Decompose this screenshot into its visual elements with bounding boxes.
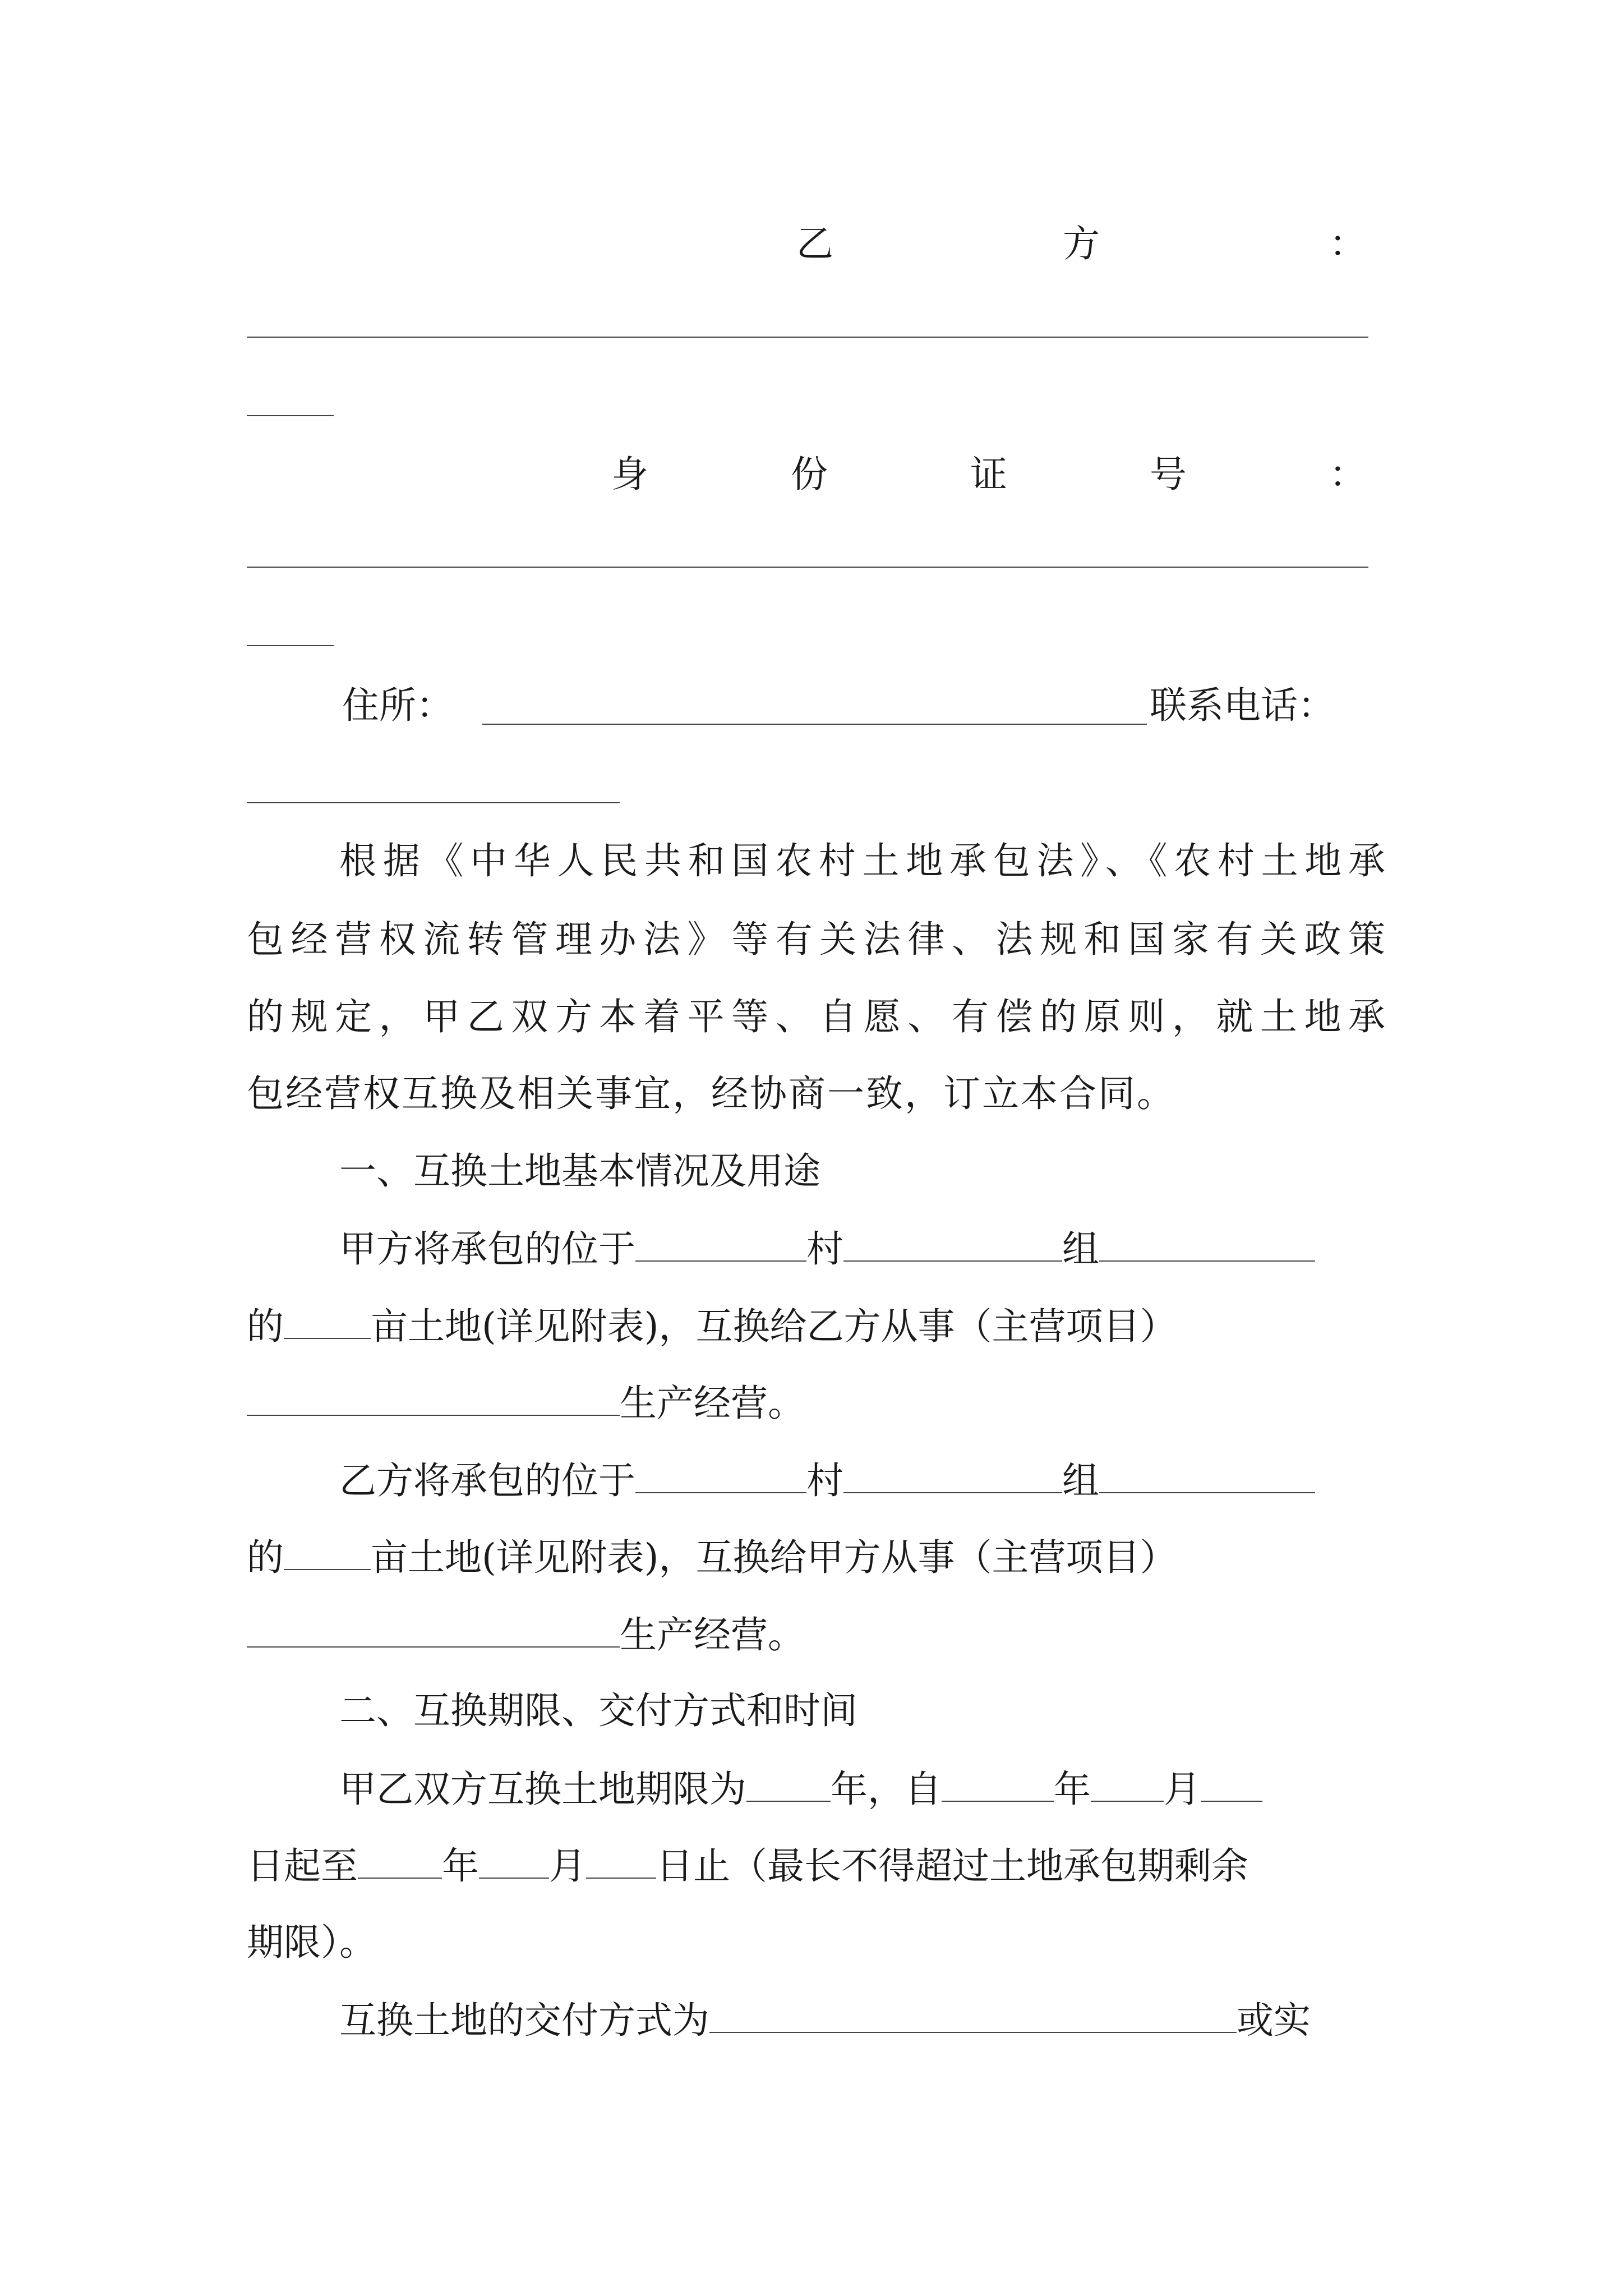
partyA-land-line2 [247, 1303, 1177, 1348]
id-label-char: 份 [791, 453, 828, 496]
day-to: 日止（最长不得超过土地承包期剩余 [656, 1844, 1248, 1888]
partyB-name-blank-cont[interactable] [247, 415, 334, 416]
partyB-address-label: 住所： [342, 684, 453, 727]
id-label-char: 号 [1150, 453, 1187, 496]
partyA-suffix: 生产经营。 [620, 1382, 805, 1425]
partyB-suffix: 生产经营。 [620, 1613, 805, 1657]
section2-heading: 二、互换期限、交付方式和时间 [339, 1689, 857, 1732]
delivery-suffix: 或实 [1237, 1999, 1311, 2042]
partyB-project-blank[interactable] [247, 1612, 620, 1648]
partyB-name-blank[interactable] [247, 337, 1368, 338]
partyA-village-blank[interactable] [635, 1226, 806, 1262]
start-day-blank[interactable] [1201, 1766, 1262, 1802]
partyB-land-line3 [247, 1612, 805, 1657]
partyA-mu-text: 亩土地(详见附表)，互换给乙方从事（主营项目） [371, 1305, 1177, 1348]
partyB-land-line2 [247, 1534, 1177, 1579]
partyA-land-line3 [247, 1380, 805, 1425]
partyB-label [796, 222, 1366, 266]
partyB-prefix: 乙方将承包的位于 [339, 1459, 635, 1502]
start-year-blank[interactable] [942, 1766, 1054, 1802]
partyB-label-char: 方 [1063, 222, 1100, 265]
of-label: 的 [247, 1305, 284, 1348]
partyA-mu-blank[interactable] [284, 1303, 371, 1339]
partyA-land-line1 [339, 1226, 1315, 1271]
term-prefix: 甲乙双方互换土地期限为 [339, 1768, 746, 1811]
partyB-phone-blank[interactable] [247, 802, 620, 803]
end-year-blank[interactable] [358, 1843, 442, 1879]
term-year-from: 年，自 [831, 1768, 942, 1811]
partyB-village-blank[interactable] [635, 1457, 806, 1493]
year-label: 年 [1054, 1768, 1091, 1811]
partyB-group-blank-tail[interactable] [1099, 1457, 1315, 1493]
partyB-mu-blank[interactable] [284, 1534, 371, 1570]
delivery-method-blank[interactable] [709, 1997, 1237, 2033]
id-label-char: 证 [970, 453, 1007, 496]
partyB-id-blank[interactable] [247, 567, 1368, 568]
delivery-prefix: 互换土地的交付方式为 [339, 1999, 709, 2042]
partyB-group-blank[interactable] [843, 1457, 1062, 1493]
preamble-line: 包经营权流转管理办法》等有关法律、法规和国家有关政策 [247, 918, 1385, 961]
id-label-char: ： [1329, 453, 1366, 496]
partyB-phone-label: 联系电话： [1150, 684, 1335, 727]
term-line3: 期限）。 [247, 1921, 376, 1964]
partyA-group-blank[interactable] [843, 1226, 1062, 1262]
partyB-address-blank[interactable] [482, 724, 1147, 725]
group-label: 组 [1062, 1227, 1099, 1271]
partyB-label-char: ： [1329, 222, 1366, 265]
of-label: 的 [247, 1536, 284, 1579]
end-month-blank[interactable] [479, 1843, 549, 1879]
group-label: 组 [1062, 1459, 1099, 1502]
day-from: 日起至 [247, 1844, 358, 1888]
end-day-blank[interactable] [586, 1843, 656, 1879]
partyA-group-blank-tail[interactable] [1099, 1226, 1315, 1262]
preamble-line: 的规定，甲乙双方本着平等、自愿、有偿的原则，就土地承 [247, 995, 1385, 1038]
partyA-prefix: 甲方将承包的位于 [339, 1227, 635, 1271]
partyA-project-blank[interactable] [247, 1380, 620, 1416]
section1-heading: 一、互换土地基本情况及用途 [339, 1149, 820, 1193]
term-line2 [247, 1843, 1248, 1888]
delivery-line [339, 1997, 1311, 2042]
preamble-line: 包经营权互换及相关事宜，经协商一致，订立本合同。 [247, 1072, 1175, 1115]
partyB-mu-text: 亩土地(详见附表)，互换给甲方从事（主营项目） [371, 1536, 1177, 1579]
partyB-id-label [611, 452, 1366, 497]
id-label-char: 身 [611, 453, 648, 496]
year-label: 年 [442, 1844, 479, 1888]
start-month-blank[interactable] [1091, 1766, 1164, 1802]
village-label: 村 [806, 1227, 843, 1271]
partyB-id-blank-cont[interactable] [247, 645, 334, 646]
preamble-line: 根据《中华人民共和国农村土地承包法》、《农村土地承 [339, 839, 1385, 882]
partyB-label-char: 乙 [796, 222, 833, 265]
month-label: 月 [549, 1844, 586, 1888]
partyB-land-line1 [339, 1457, 1315, 1502]
month-label: 月 [1164, 1768, 1201, 1811]
village-label: 村 [806, 1459, 843, 1502]
term-line1 [339, 1766, 1262, 1811]
term-years-blank[interactable] [746, 1766, 831, 1802]
